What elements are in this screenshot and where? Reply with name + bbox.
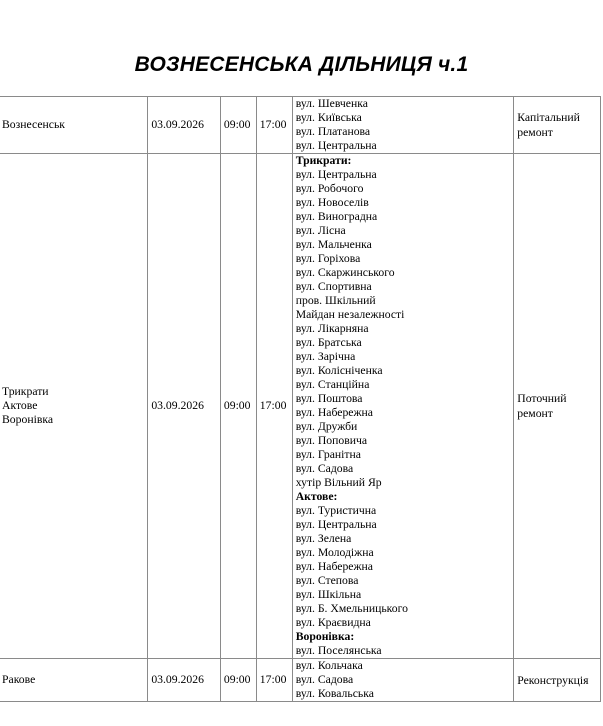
date-cell — [148, 97, 221, 154]
page-title: ВОЗНЕСЕНСЬКА ДІЛЬНИЦЯ ч.1 — [134, 53, 469, 76]
street-name: вул. Туристична — [295, 504, 377, 517]
street-name: вул. Платанова — [295, 125, 371, 138]
reason-cell — [514, 154, 601, 659]
street-name: вул. Центральна — [295, 518, 377, 531]
end-time-cell — [256, 154, 292, 659]
street-name: вул. Центральна — [295, 168, 377, 181]
end-time: 17:00 — [259, 399, 287, 412]
street-name: вул. Робочого — [295, 182, 364, 195]
work-reason: ремонт — [517, 407, 553, 420]
street-name: хутір Вільний Яр — [295, 476, 382, 489]
street-name: вул. Поповича — [295, 434, 368, 447]
street-name: вул. Кольчака — [295, 659, 363, 672]
streets-cell — [292, 154, 514, 659]
street-name: вул. Шкільна — [295, 588, 362, 601]
settlement-name: Актове — [2, 399, 38, 412]
table-row — [0, 97, 601, 154]
end-time: 17:00 — [259, 673, 287, 686]
street-name: вул. Станційна — [295, 378, 370, 391]
street-name: вул. Б. Хмельницького — [295, 602, 408, 615]
settlement-cell — [0, 154, 148, 659]
street-name: вул. Поштова — [295, 392, 363, 405]
date-cell — [148, 154, 221, 659]
street-name: вул. Лікарняна — [295, 322, 369, 335]
streets-cell — [292, 659, 514, 702]
start-time: 09:00 — [223, 673, 251, 686]
street-name: вул. Степова — [295, 574, 359, 587]
work-reason: ремонт — [517, 126, 553, 139]
start-time-cell — [220, 659, 256, 702]
street-name: вул. Ковальська — [295, 687, 374, 700]
settlement-name: Воронівка — [2, 413, 54, 426]
street-name: вул. Новоселів — [295, 196, 369, 209]
end-time-cell — [256, 97, 292, 154]
street-name: вул. Шевченка — [295, 97, 368, 110]
street-name: вул. Набережна — [295, 406, 373, 419]
start-time-cell — [220, 154, 256, 659]
reason-cell — [514, 97, 601, 154]
street-name: вул. Дружби — [295, 420, 358, 433]
street-name: вул. Горіхова — [295, 252, 361, 265]
work-reason: Капітальний — [517, 111, 580, 124]
street-name: вул. Центральна — [295, 139, 377, 152]
street-name: пров. Шкільний — [295, 294, 376, 307]
village-heading: Актове: — [295, 490, 338, 503]
start-time: 09:00 — [223, 118, 251, 131]
outage-date: 03.09.2026 — [151, 673, 204, 686]
outage-date: 03.09.2026 — [151, 399, 204, 412]
street-name: вул. Мальченка — [295, 238, 372, 251]
street-name: вул. Гранітна — [295, 448, 361, 461]
village-heading: Трикрати: — [295, 154, 352, 167]
village-heading: Воронівка: — [295, 630, 355, 643]
street-name: вул. Братська — [295, 336, 362, 349]
outage-schedule-table — [0, 96, 601, 702]
street-name: вул. Молодіжна — [295, 546, 374, 559]
outage-date: 03.09.2026 — [151, 118, 204, 131]
street-name: вул. Виноградна — [295, 210, 378, 223]
street-name: вул. Скаржинського — [295, 266, 395, 279]
settlement-cell — [0, 659, 148, 702]
street-name: вул. Набережна — [295, 560, 373, 573]
end-time: 17:00 — [259, 118, 287, 131]
start-time-cell — [220, 97, 256, 154]
date-cell — [148, 659, 221, 702]
settlement-name: Ракове — [2, 673, 36, 686]
street-name: вул. Зелена — [295, 532, 352, 545]
street-name: вул. Спортивна — [295, 280, 372, 293]
street-name: вул. Краєвидна — [295, 616, 371, 629]
end-time-cell — [256, 659, 292, 702]
work-reason: Поточний — [517, 392, 567, 405]
table-row — [0, 659, 601, 702]
settlement-cell — [0, 97, 148, 154]
street-name: вул. Колісніченка — [295, 364, 383, 377]
settlement-name: Вознесенськ — [2, 118, 65, 131]
street-name: вул. Поселянська — [295, 644, 382, 657]
street-name: вул. Садова — [295, 673, 354, 686]
street-name: вул. Лісна — [295, 224, 346, 237]
start-time: 09:00 — [223, 399, 251, 412]
work-reason: Реконструкція — [517, 673, 589, 687]
street-name: Майдан незалежності — [295, 308, 405, 321]
street-name: вул. Зарічна — [295, 350, 356, 363]
settlement-name: Трикрати — [2, 385, 49, 398]
table-row — [0, 154, 601, 659]
street-name: вул. Київська — [295, 111, 362, 124]
reason-cell — [514, 659, 601, 702]
streets-cell — [292, 97, 514, 154]
street-name: вул. Садова — [295, 462, 354, 475]
